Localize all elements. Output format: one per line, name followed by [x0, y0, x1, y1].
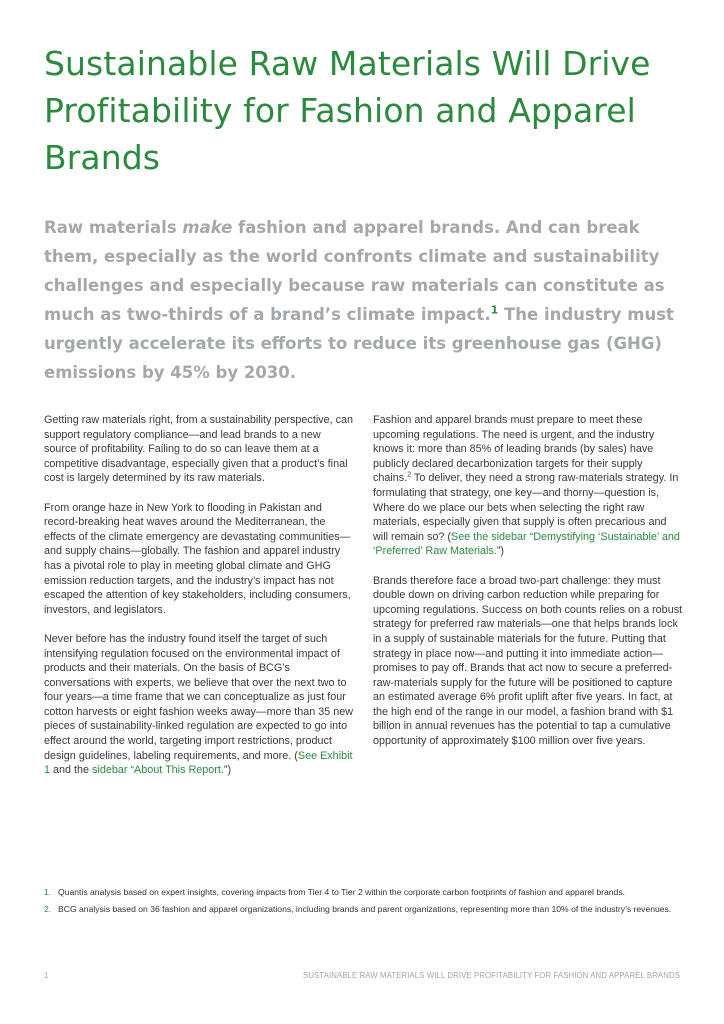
page-footer	[44, 971, 680, 983]
right-paragraph-1	[373, 413, 683, 559]
demystifying-sidebar-link[interactable]: See the sidebar “Demystifying ‘Sustainable’ and ‘Preferred’ Raw Materials.	[373, 530, 680, 558]
right-p1-end: ”)	[496, 545, 505, 558]
page-number: 1	[44, 971, 49, 980]
footnotes	[44, 887, 684, 921]
footnote-ref-2[interactable]: 2	[407, 471, 412, 479]
right-paragraph-2: Brands therefore face a broad two-part challenge: they must double down on driving carbon reduction while preparing for upcoming regulations. Success on both counts relies on a robust strategy for preferred raw materials—one that helps brands lock in a supply of sustainable materials for the future. Putting that strategy in place now—and putting it into immediate action—promises to pay off. Brands that act now to secure a preferred-raw-materials supply for the future will be positioned to capture an estimated average 6% profit uplift after five years. In fact, at the high end of the range in our model, a fashion brand with $1 billion in annual revenues has the potential to tap a cumulative opportunity of approximately $100 million over five years.	[373, 574, 683, 748]
about-report-sidebar-link[interactable]: sidebar “About This Report.	[92, 764, 224, 777]
lead-part-3: The industry must urgently accelerate its efforts to reduce its greenhouse gas (GHG) emissions by 45% by 2030.	[44, 305, 674, 382]
footnote-item	[44, 887, 684, 898]
page-title: Sustainable Raw Materials Will Drive Profitability for Fashion and Apparel Brands	[44, 44, 651, 177]
lead-paragraph	[44, 213, 674, 387]
footnote-ref-1[interactable]: 1	[490, 303, 499, 317]
lead-part-1: Raw materials	[44, 218, 183, 237]
right-p1-text-2: To deliver, they need a strong raw-materials strategy. In formulating that strategy, one key—and thorny—question is, Where do we place our bets when selecting the right raw materials, especially given that supply is often precarious and will remain so? (	[373, 472, 679, 543]
footnote-text: BCG analysis based on 36 fashion and apparel organizations, including brands and parent organizations, representing more than 10% of the industry’s revenues.	[58, 904, 672, 914]
left-p3-end: ”)	[223, 764, 232, 777]
left-column	[44, 413, 354, 792]
footnote-text: Quantis analysis based on expert insights, covering impacts from Tier 4 to Tier 2 within the corporate carbon footprints of fashion and apparel brands.	[58, 887, 626, 897]
left-paragraph-3	[44, 632, 354, 778]
running-title: SUSTAINABLE RAW MATERIALS WILL DRIVE PROFITABILITY FOR FASHION AND APPAREL BRANDS	[303, 971, 680, 980]
left-paragraph-1: Getting raw materials right, from a sustainability perspective, can support regulatory compliance—and lead brands to a new source of profitability. Failing to do so can leave them at a competitive disadvantage, especially given that a product’s final cost is largely determined by its raw materials.	[44, 414, 354, 485]
right-p1-text: Fashion and apparel brands must prepare to meet these upcoming regulations. The need is urgent, and the industry knows it: more than 85% of leading brands (by sales) have publicly declared decarbonization targets for their supply chains.	[373, 414, 655, 485]
footnote-number: 1.	[44, 887, 52, 897]
lead-part-2: fashion and apparel brands. And can break them, especially as the world confronts climate and sustainability challenges and especially because raw materials can constitute as much as two-thirds of a brand’s climate impact.	[44, 218, 665, 324]
right-column	[373, 413, 683, 763]
left-p3-mid: and the	[50, 764, 93, 777]
left-paragraph-2: From orange haze in New York to flooding in Pakistan and record-breaking heat waves around the Mediterranean, the effects of the climate emergency are devastating communities—and supply chains—globally. The fashion and apparel industry has a pivotal role to play in meeting global climate and GHG emission reduction targets, and the industry’s impact has not escaped the attention of key stakeholders, including consumers, investors, and legislators.	[44, 501, 351, 616]
exhibit-1-link[interactable]: See Exhibit 1	[44, 749, 353, 777]
lead-emphasis: make	[182, 218, 233, 237]
left-p3-text: Never before has the industry found itself the target of such intensifying regulation focused on the environmental impact of products and their materials. On the basis of BCG’s conversations with experts, we believe that over the next two to four years—a time frame that we can conceptualize as just four cotton harvests or eight fashion weeks away—more than 35 new pieces of sustainability-linked regulation are expected to go into effect around the world, targeting import restrictions, product design guidelines, labeling requirements, and more. (	[44, 632, 354, 762]
footnote-number: 2.	[44, 904, 52, 914]
footnote-item	[44, 904, 684, 915]
